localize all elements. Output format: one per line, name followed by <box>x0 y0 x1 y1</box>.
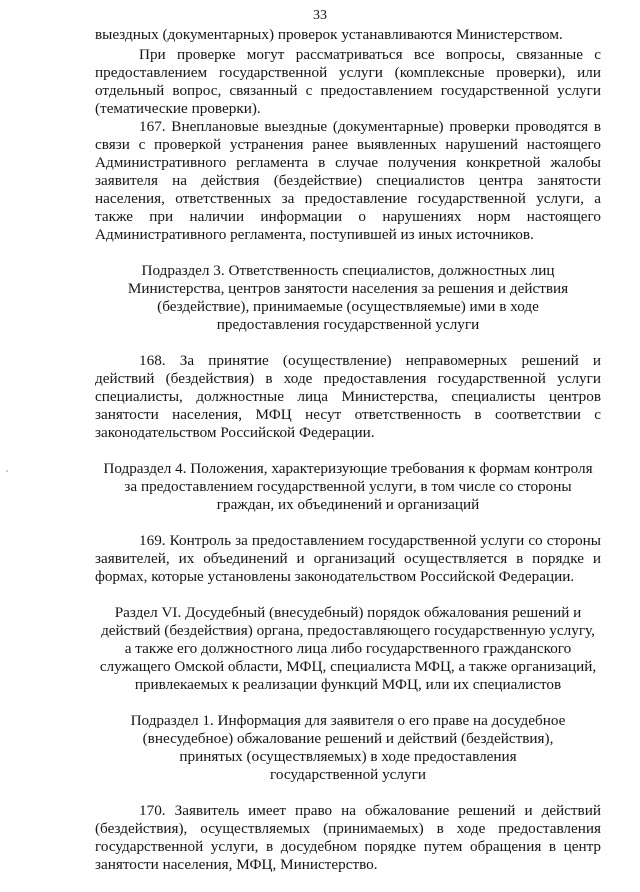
heading-subsection-4 <box>95 460 601 514</box>
heading-line: граждан, их объединений и организаций <box>216 496 480 513</box>
paragraph-169: 169. Контроль за предоставлением государственной услуги со стороны заявителей, их объединений и организаций осуществляется в порядке и формах, которые установлены законодательством Российской Федерации. <box>95 532 601 585</box>
paragraph-continuation: выездных (документарных) проверок устанавливаются Министерством. <box>95 26 563 43</box>
heading-line: Подраздел 1. Информация для заявителя о его праве на досудебное <box>130 712 566 729</box>
heading-line: действий (бездействия) органа, предоставляющего государственную услугу, <box>101 622 595 639</box>
heading-line: Министерства, центров занятости населения за решения и действия <box>127 280 569 297</box>
paragraph-167: 167. Внеплановые выездные (документарные) проверки проводятся в связи с проверкой устранения ранее выявленных нарушений настоящего Административного регламента в случае получения конкретной жалобы заявителя на действия (бездействие) специалистов центра занятости населения, ответственных за предоставление государственной услуги, а также при наличии информации о нарушениях норм настоящего Административного регламента, поступившей из иных источников. <box>95 118 601 243</box>
heading-line: за предоставлением государственной услуги, в том числе со стороны <box>124 478 572 495</box>
heading-line: (бездействие), принимаемые (осуществляемые) ими в ходе <box>157 298 539 315</box>
heading-subsection-3 <box>95 262 601 334</box>
paragraph-inspection-scope: При проверке могут рассматриваться все вопросы, связанные с предоставлением государственной услуги (комплексные проверки), или отдельный вопрос, связанный с предоставлением государственной услуги (тематические проверки). <box>95 46 601 117</box>
page-number: 33 <box>313 8 327 23</box>
heading-line: служащего Омской области, МФЦ, специалиста МФЦ, а также организаций, <box>99 658 597 675</box>
heading-line: Подраздел 3. Ответственность специалистов, должностных лиц <box>141 262 555 279</box>
document-body <box>95 26 601 874</box>
heading-line: а также его должностного лица либо государственного гражданского <box>124 640 572 657</box>
paragraph-170: 170. Заявитель имеет право на обжалование решений и действий (бездействия), осуществляемых (принимаемых) в ходе предоставления государственной услуги, в досудебном порядке путем обращения в центр занятости населения, МФЦ, Министерство. <box>95 802 601 873</box>
heading-line: принятых (осуществляемых) в ходе предоставления <box>179 748 517 765</box>
scan-speck <box>6 470 8 472</box>
heading-subsection-1 <box>95 712 601 784</box>
heading-section-6 <box>95 604 601 694</box>
heading-line: Подраздел 4. Положения, характеризующие требования к формам контроля <box>103 460 593 477</box>
heading-line: Раздел VI. Досудебный (внесудебный) порядок обжалования решений и <box>114 604 582 621</box>
heading-line: государственной услуги <box>270 766 426 783</box>
paragraph-168: 168. За принятие (осуществление) неправомерных решений и действий (бездействия) в ходе предоставления государственной услуги специалисты, должностные лица Министерства, специалисты центров занятости населения, МФЦ несут ответственность в соответствии с законодательством Российской Федерации. <box>95 352 601 441</box>
heading-line: привлекаемых к реализации функций МФЦ, или их специалистов <box>134 676 562 693</box>
heading-line: (внесудебное) обжалование решений и действий (бездействия), <box>142 730 554 747</box>
heading-line: предоставления государственной услуги <box>216 316 480 333</box>
